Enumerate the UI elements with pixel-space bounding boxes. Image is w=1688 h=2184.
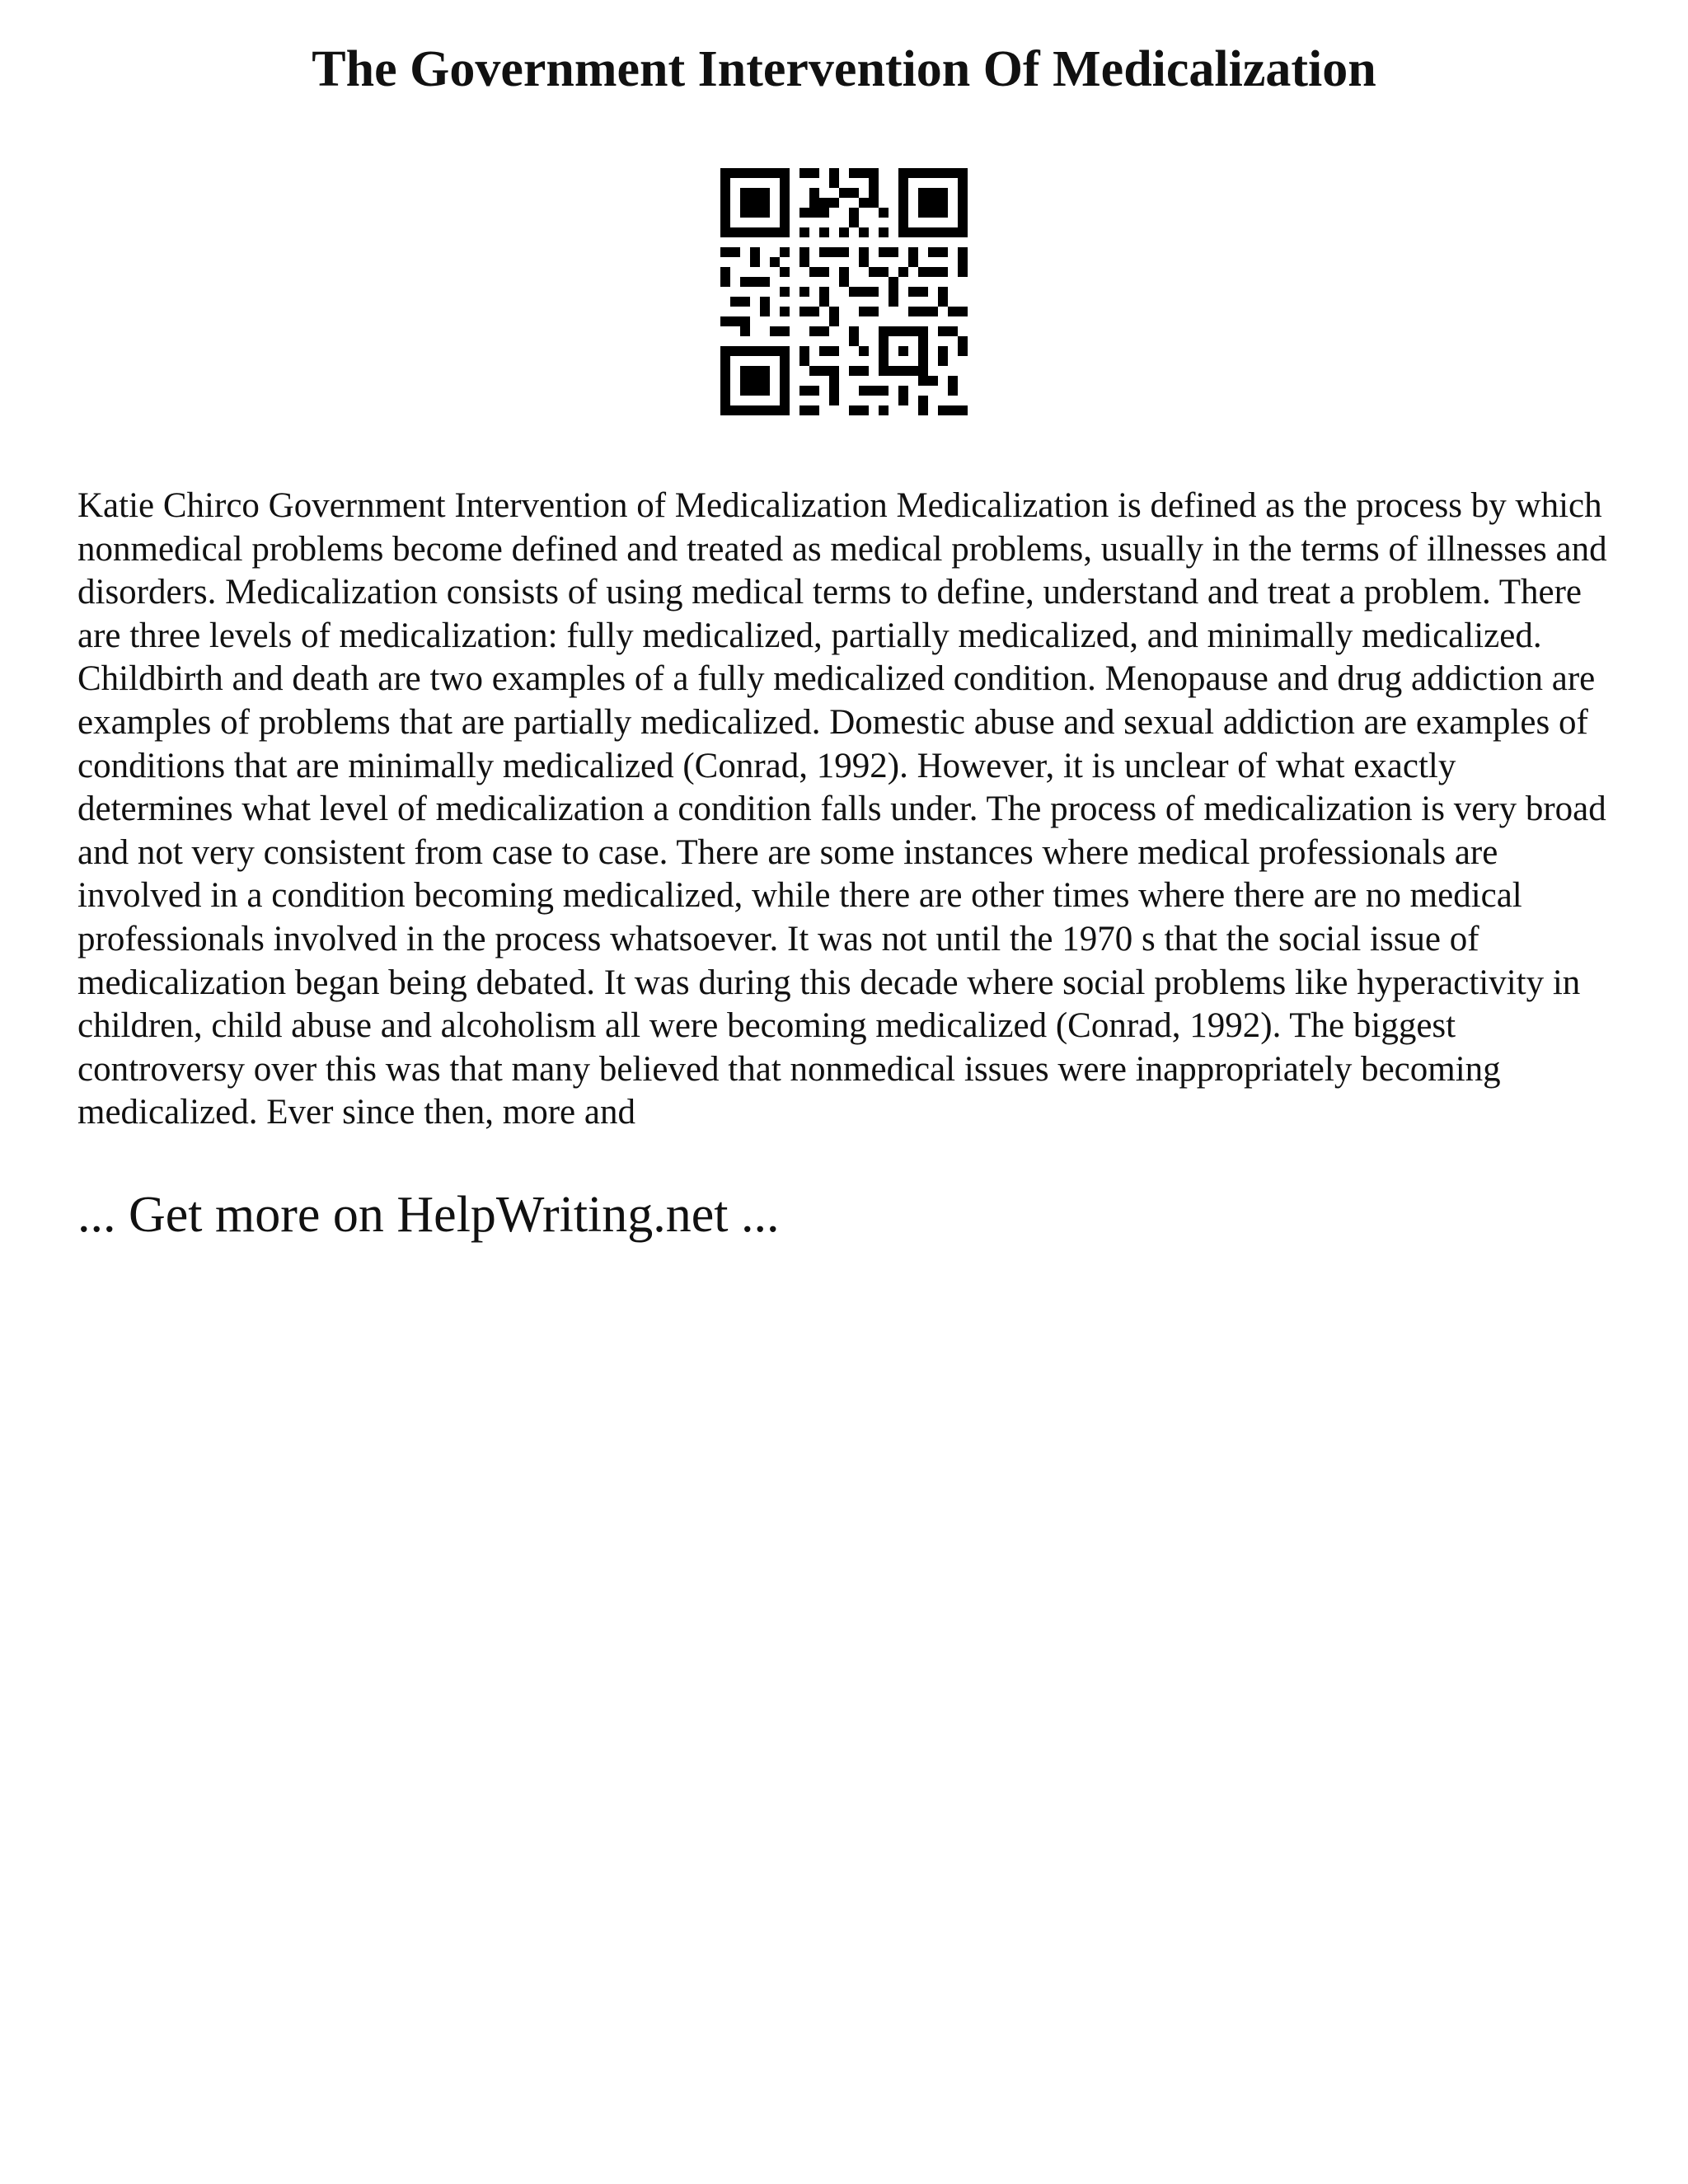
document-title: The Government Intervention Of Medicalization [312, 41, 1376, 97]
document-body-text: Katie Chirco Government Intervention of Medicalization Medicalization is defined as the process by which nonmedical problems become defined and treated as medical problems, usually in the terms of illnesses and disorders. Medicalization consists of using medical terms to define, understand and treat a problem. There are three levels of medicalization: fully medicalized, partially medicalized, and minimally medicalized. Childbirth and death are two examples of a fully medicalized condition. Menopause and drug addiction are examples of problems that are partially medicalized. Domestic abuse and sexual addiction are examples of conditions that are minimally medicalized (Conrad, 1992). However, it is unclear of what exactly determines what level of medicalization a condition falls under. The process of medicalization is very broad and not very consistent from case to case. There are some instances where medical professionals are involved in a condition becoming medicalized, while there are other times where there are no medical professionals involved in the process whatsoever. It was not until the 1970 s that the social issue of medicalization began being debated. It was during this decade where social problems like hyperactivity in children, child abuse and alcoholism all were becoming medicalized (Conrad, 1992). The biggest controversy over this was that many believed that nonmedical issues were inappropriately becoming medicalized. Ever since then, more and [77, 486, 1607, 1132]
qr-code-icon [720, 168, 968, 415]
get-more-link[interactable]: ... Get more on HelpWriting.net ... [77, 1187, 780, 1243]
